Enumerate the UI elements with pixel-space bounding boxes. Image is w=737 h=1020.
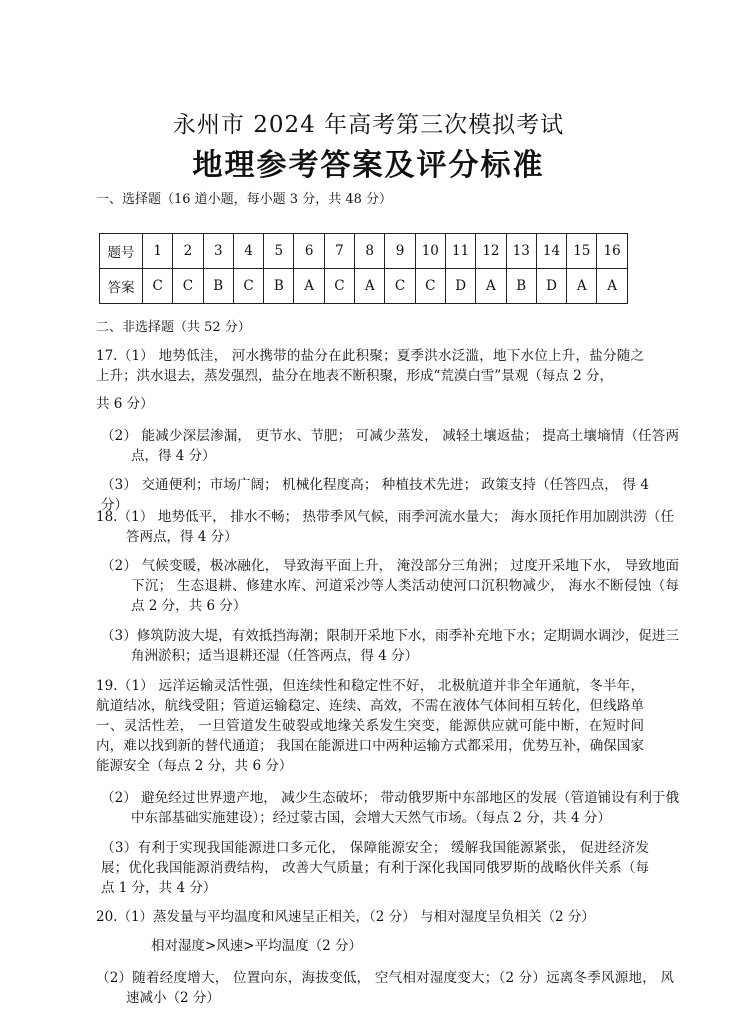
q19-part3: （3）有利于实现我国能源进口多元化， 保障能源安全； 缓解我国能源紧张， 促进经济发展；优化我国能源消费结构， 改善大气质量；有利于深化我国同俄罗斯的战略伙伴关系（每点 1 分，共 4 分）	[101, 840, 649, 896]
q20-part1: 20.（1）蒸发量与平均温度和风速呈正相关，（2 分） 与相对湿度呈负相关（2 分）	[96, 909, 595, 925]
answer-cell: A	[597, 269, 627, 304]
answer-cell: C	[324, 269, 354, 304]
answer-cell: C	[143, 269, 173, 304]
answer-row	[100, 269, 628, 304]
question-number: 6	[294, 234, 324, 269]
question-number: 13	[506, 234, 536, 269]
section1-heading: 一、选择题（16 道小题，每小题 3 分，共 48 分）	[96, 192, 393, 207]
q17-part1: 17.（1） 地势低洼， 河水携带的盐分在此积聚；夏季洪水泛滥，地下水位上升，盐分随之上升；洪水退去，蒸发强烈，盐分在地表不断积聚，形成“荒漠白雪”景观（每点 2 分，	[96, 348, 644, 384]
answer-cell: A	[294, 269, 324, 304]
question-number: 10	[415, 234, 445, 269]
question-number: 7	[324, 234, 354, 269]
question-number: 9	[385, 234, 415, 269]
q17-part3: （3） 交通便利；市场广阔； 机械化程度高； 种植技术先进； 政策支持（任答四点， 得 4 分）	[101, 477, 649, 513]
question-number: 4	[233, 234, 263, 269]
answer-cell: A	[567, 269, 597, 304]
q18-part3: （3）修筑防波大堤，有效抵挡海潮；限制开采地下水，雨季补充地下水；定期调水调沙，促进三角洲淤积；适当退耕还湿（任答两点，得 4 分）	[101, 628, 679, 664]
row-label-question: 题号	[100, 234, 143, 269]
answer-cell: C	[233, 269, 263, 304]
answer-cell: C	[415, 269, 445, 304]
question-number: 11	[445, 234, 475, 269]
question-number: 8	[355, 234, 385, 269]
answer-cell: C	[385, 269, 415, 304]
exam-title: 永州市 2024 年高考第三次模拟考试	[172, 112, 565, 138]
answer-cell: A	[476, 269, 506, 304]
q20-part1-ranking: 相对湿度>风速>平均温度（2 分）	[151, 938, 363, 954]
question-number: 12	[476, 234, 506, 269]
question-number: 14	[536, 234, 566, 269]
question-number: 15	[567, 234, 597, 269]
question-number: 3	[203, 234, 233, 269]
q18-part1: 18.（1） 地势低平， 排水不畅； 热带季风气候，雨季河流水量大； 海水顶托作用加剧洪涝（任答两点，得 4 分）	[96, 509, 674, 545]
q19-part2: （2） 避免经过世界遗产地， 减少生态破坏； 带动俄罗斯中东部地区的发展（管道铺设有利于俄中东部基础实施建设）；经过蒙古国，会增大天然气市场。（每点 2 分，共 4 分）	[101, 790, 679, 826]
answer-cell: A	[355, 269, 385, 304]
answer-cell: B	[506, 269, 536, 304]
question-number: 2	[173, 234, 203, 269]
document-title: 地理参考答案及评分标准	[192, 148, 545, 183]
answer-cell: B	[203, 269, 233, 304]
question-number: 16	[597, 234, 627, 269]
answer-table	[99, 233, 628, 304]
section2-heading: 二、非选择题（共 52 分）	[96, 320, 251, 335]
row-label-answer: 答案	[100, 269, 143, 304]
question-number: 1	[143, 234, 173, 269]
q17-part1-score: 共 6 分）	[96, 396, 154, 412]
answer-cell: D	[536, 269, 566, 304]
question-number: 5	[264, 234, 294, 269]
answer-cell: C	[173, 269, 203, 304]
answer-cell: D	[445, 269, 475, 304]
question-number-row	[100, 234, 628, 269]
q17-part2: （2） 能减少深层渗漏， 更节水、节肥； 可减少蒸发， 减轻土壤返盐； 提高土壤墒情（任答两点，得 4 分）	[101, 428, 679, 464]
q20-part2: （2）随着经度增大， 位置向东，海拔变低， 空气相对湿度变大；（2 分）远离冬季风源地， 风速减小（2 分）	[96, 970, 674, 1006]
q18-part2: （2） 气候变暖，极冰融化， 导致海平面上升， 淹没部分三角洲； 过度开采地下水， 导致地面下沉； 生态退耕、修建水库、河道采沙等人类活动使河口沉积物减少， 海水不断侵蚀（每点 2 分，共 6 分）	[101, 558, 679, 614]
answer-cell: B	[264, 269, 294, 304]
q19-part1: 19.（1） 远洋运输灵活性强，但连续性和稳定性不好， 北极航道并非全年通航，冬半年，航道结冰，航线受阻；管道运输稳定、连续、高效，不需在液体气体间相互转化，但线路单一、灵活性差， 一旦管道发生破裂或地缘关系发生突变，能源供应就可能中断，在短时间内，难以找到新的替代通道； 我国在能源进口中两种运输方式都采用，优势互补，确保国家能源安全（每点 2 分，共 6 分）	[96, 678, 644, 774]
